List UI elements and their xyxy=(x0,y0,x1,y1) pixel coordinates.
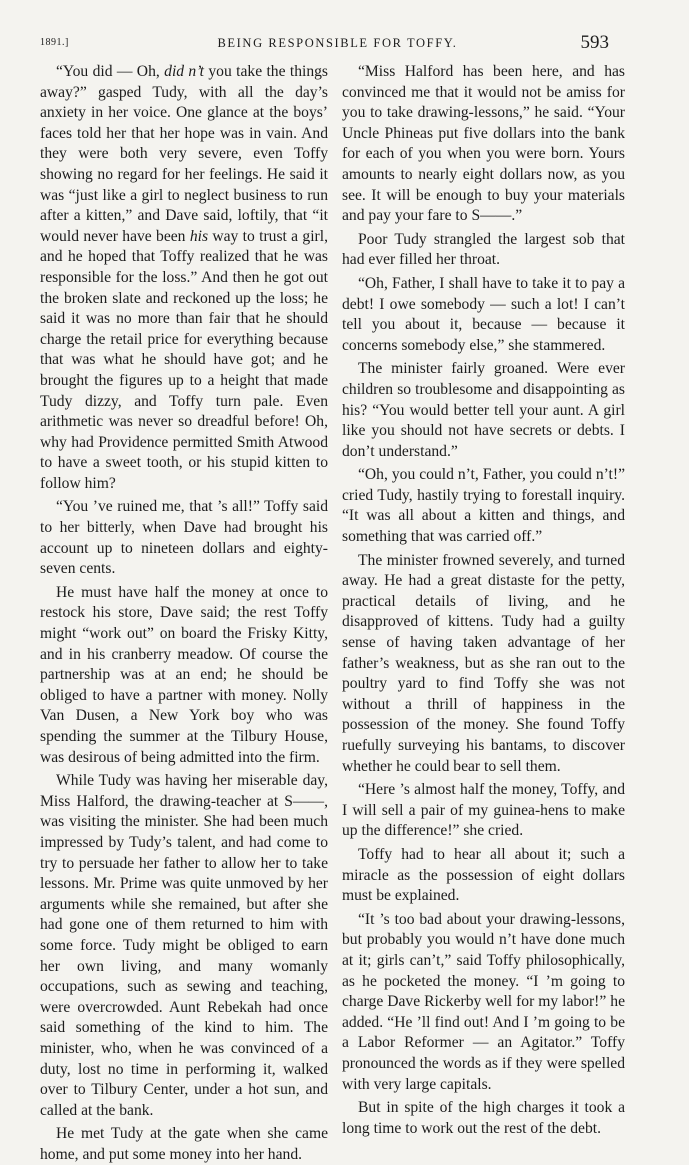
paragraph: But in spite of the high charges it took a long time to work out the rest of the debt. xyxy=(342,1099,625,1137)
paragraph: The minister fairly groaned. Were ever children so troublesome and disappointing as his? “You would better tell your aunt. A girl like you should not have secrets or debts. I don’t understand.” xyxy=(342,360,625,460)
paragraph: “You ’ve ruined me, that ’s all!” Toffy said to her bitterly, when Dave had brought his account up to nineteen dollars and eighty-seven cents. xyxy=(40,498,328,578)
paragraph: “Oh, you could n’t, Father, you could n’t!” cried Tudy, hastily trying to forestall inquiry. “It was all about a kitten and things, and something that was carried off.” xyxy=(342,466,625,546)
paragraph: He must have half the money at once to restock his store, Dave said; the rest Toffy might “work out” on board the Frisky Kitty, and in his cranberry meadow. Of course the partnership was at an end; he should be obliged to have a partner with money. Nolly Van Dusen, a New York boy who was spending the summer at the Tilbury House, was desirous of being admitted into the firm. xyxy=(40,583,328,766)
paragraph: “Here ’s almost half the money, Toffy, and I will sell a pair of my guinea-hens to make up the difference!” she cried. xyxy=(342,781,625,840)
paragraph: Toffy had to hear all about it; such a miracle as the possession of eight dollars must be explained. xyxy=(342,845,625,905)
right-column xyxy=(342,62,625,1139)
paragraph: Poor Tudy strangled the largest sob that had ever filled her throat. xyxy=(342,230,625,269)
running-head xyxy=(40,30,609,60)
paragraph: “Miss Halford has been here, and has convinced me that it would not be amiss for you to take drawing-lessons,” he said. “Your Uncle Phineas put five dollars into the bank for each of you when you were born. Yours amounts to nearly eight dollars now, as you see. It will be enough to buy your materials and pay your fare to S——.” xyxy=(342,63,625,225)
paragraph: “It ’s too bad about your drawing-lessons, but probably you would n’t have done much at it; girls can’t,” said Toffy philosophically, as he pocketed the money. “I ’m going to charge Dave Rickerby well for my labor!” he added. “He ’ll find out! And I ’m going to be a Labor Reformer — an Agitator.” Toffy pronounced the words as if they were spelled with very large capitals. xyxy=(342,910,625,1093)
issue-date: 1891.] xyxy=(40,37,69,48)
chapter-title: BEING RESPONSIBLE FOR TOFFY. xyxy=(217,36,458,50)
paragraph: “You did — Oh, did n’t you take the things away?” gasped Tudy, with all the day’s anxiety in her voice. One glance at the boys’ faces told her that her hope was in vain. And they were both very severe, even Toffy showing no regard for her feelings. He said it was “just like a girl to neglect business to run after a kitten,” and Dave said, loftily, that “it would never have been his way to trust a girl, and he hoped that Toffy realized that he was responsible for the loss.” And then he got out the broken slate and reckoned up the loss; he said it was no more than fair that he should charge the retail price for everything because that was what he should have got; and he brought the figures up to a height that made Tudy dizzy, and Toffy turn pale. Even arithmetic was never so dreadful before! Oh, why had Providence permitted Smith Atwood to have a sweet tooth, or his stupid kitten to follow him? xyxy=(40,63,329,492)
paragraph: “Oh, Father, I shall have to take it to pay a debt! I owe somebody — such a lot! I can’t tell you about it, because — because it concerns somebody else,” she stammered. xyxy=(342,274,625,354)
paragraph: The minister frowned severely, and turned away. He had a great distaste for the petty, practical details of living, and he disapproved of kittens. Tudy had a guilty sense of having taken advantage of her father’s weakness, but as she ran out to the poultry yard to find Toffy she was not without a thrill of happiness in the possession of the money. She found Toffy ruefully surveying his bantams, to discover whether he could bear to sell them. xyxy=(342,551,625,775)
paragraph: He met Tudy at the gate when she came home, and put some money into her hand. xyxy=(40,1125,328,1163)
page-number: 593 xyxy=(580,32,609,53)
paragraph: While Tudy was having her miserable day, Miss Halford, the drawing-teacher at S——, was visiting the minister. She had been much impressed by Tudy’s talent, and had come to try to persuade her father to allow her to take lessons. Mr. Prime was quite unmoved by her arguments while she remained, but after she had gone one of them returned to him with some force. Tudy might be obliged to earn her own living, and many womanly occupations, such as sewing and teaching, were overcrowded. Aunt Rebekah had once said something of the kind to him. The minister, who, when he was convinced of a duty, lost no time in performing it, walked over to Tilbury Center, under a hot sun, and called at the bank. xyxy=(40,772,328,1119)
